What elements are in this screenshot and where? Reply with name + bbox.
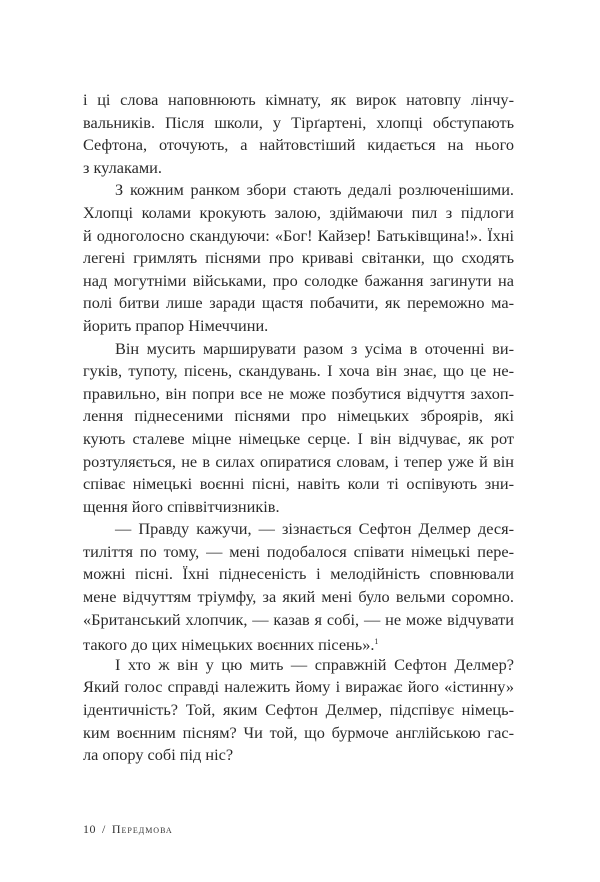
line-text: лення піднесеними піснями про німецьких зброярів, які bbox=[83, 406, 514, 426]
line-text: і ці слова наповнюють кімнату, як вирок натовпу лінчу- bbox=[83, 90, 514, 109]
text-line bbox=[83, 654, 514, 677]
paragraph bbox=[83, 654, 514, 767]
text-line bbox=[83, 112, 514, 135]
text-line bbox=[83, 609, 514, 632]
line-text: ла опору собі під ніс? bbox=[83, 745, 234, 765]
text-line bbox=[83, 157, 514, 180]
page-footer bbox=[83, 822, 173, 837]
text-line bbox=[83, 744, 514, 767]
text-line bbox=[83, 428, 514, 451]
paragraph bbox=[83, 518, 514, 654]
text-line bbox=[83, 225, 514, 248]
text-line bbox=[83, 179, 514, 202]
text-line bbox=[83, 722, 514, 745]
line-text: йорить прапор Німеччини. bbox=[83, 315, 269, 335]
line-text: співає німецькі воєнні пісні, навіть коли ті оспівують зни- bbox=[83, 474, 514, 494]
text-line bbox=[83, 496, 514, 519]
text-line bbox=[83, 360, 514, 383]
text-line bbox=[83, 518, 514, 541]
line-text: — Правду кажучи, — зізнається Сефтон Делмер деся- bbox=[115, 519, 514, 539]
text-line bbox=[83, 563, 514, 586]
text-line bbox=[83, 451, 514, 474]
line-text: Хлопці колами крокують залою, здіймаючи пил з підлоги bbox=[83, 202, 514, 222]
line-text: полі битви лише заради щастя побачити, як переможно ма- bbox=[83, 293, 514, 313]
text-line bbox=[83, 134, 514, 157]
line-text: такого до цих німецьких воєнних пісень». bbox=[83, 635, 375, 655]
line-text: ідентичність? Той, яким Сефтон Делмер, підспівує німець- bbox=[83, 700, 514, 720]
paragraph bbox=[83, 89, 514, 179]
line-text: Сефтона, оточують, а найтовстіший кидається на нього bbox=[83, 135, 514, 155]
text-line bbox=[83, 338, 514, 361]
line-text: й одноголосно скандуючи: «Бог! Кайзер! Батьківщина!». Їхні bbox=[83, 225, 514, 245]
line-text: Він мусить марширувати разом з усіма в оточенні ви- bbox=[115, 338, 514, 358]
text-line bbox=[83, 676, 514, 699]
line-text: вальників. Після школи, у Тірґартені, хлопці обступають bbox=[83, 112, 514, 132]
body-text bbox=[83, 89, 514, 767]
line-text: легені гримлять піснями про криваві світанки, що сходять bbox=[83, 248, 514, 268]
text-line bbox=[83, 247, 514, 270]
line-text: правильно, він попри все не може позбутися відчуття захоп- bbox=[83, 383, 514, 403]
line-text: З кожним ранком збори стають дедалі розлюченішими. bbox=[115, 180, 514, 200]
line-text: тиліття по тому, — мені подобалося співати німецькі пере- bbox=[83, 541, 514, 561]
line-text: Який голос справді належить йому і виражає його «істинну» bbox=[83, 677, 514, 697]
line-text: мене відчуттям тріумфу, за який мені було вельми соромно. bbox=[83, 587, 514, 607]
line-text: кують сталеве міцне німецьке серце. І він відчуває, як рот bbox=[83, 428, 514, 448]
text-line bbox=[83, 405, 514, 428]
footer-separator: / bbox=[102, 822, 106, 836]
paragraph bbox=[83, 179, 514, 337]
page-number: 10 bbox=[83, 822, 96, 836]
text-line bbox=[83, 631, 514, 654]
line-text: ким воєнним пісням? Чи той, що бурмоче англійською гас- bbox=[83, 722, 514, 742]
footnote-marker[interactable]: 1 bbox=[374, 637, 379, 647]
section-title: Передмова bbox=[111, 822, 173, 836]
text-line bbox=[83, 699, 514, 722]
paragraph bbox=[83, 338, 514, 519]
line-text: гуків, тупоту, пісень, скандувань. І хоча він знає, що це не- bbox=[83, 361, 514, 381]
line-text: «Британський хлопчик, — казав я собі, — не може відчувати bbox=[83, 609, 514, 629]
line-text: можні пісні. Їхні піднесеність і мелодійність сповнювали bbox=[83, 564, 514, 584]
text-line bbox=[83, 383, 514, 406]
line-text: щення його співвітчизників. bbox=[83, 496, 280, 516]
text-line bbox=[83, 586, 514, 609]
text-line bbox=[83, 292, 514, 315]
text-line bbox=[83, 270, 514, 293]
line-text: І хто ж він у цю мить — справжній Сефтон Делмер? bbox=[115, 654, 514, 674]
text-line bbox=[83, 541, 514, 564]
text-line bbox=[83, 202, 514, 225]
text-line bbox=[83, 473, 514, 496]
text-line bbox=[83, 89, 514, 112]
line-text: над могутніми військами, про солодке бажання загинути на bbox=[83, 270, 514, 290]
line-text: розтуляється, не в силах опиратися словам, і тепер уже й він bbox=[83, 451, 514, 471]
text-line bbox=[83, 315, 514, 338]
line-text: з кулаками. bbox=[83, 157, 162, 177]
